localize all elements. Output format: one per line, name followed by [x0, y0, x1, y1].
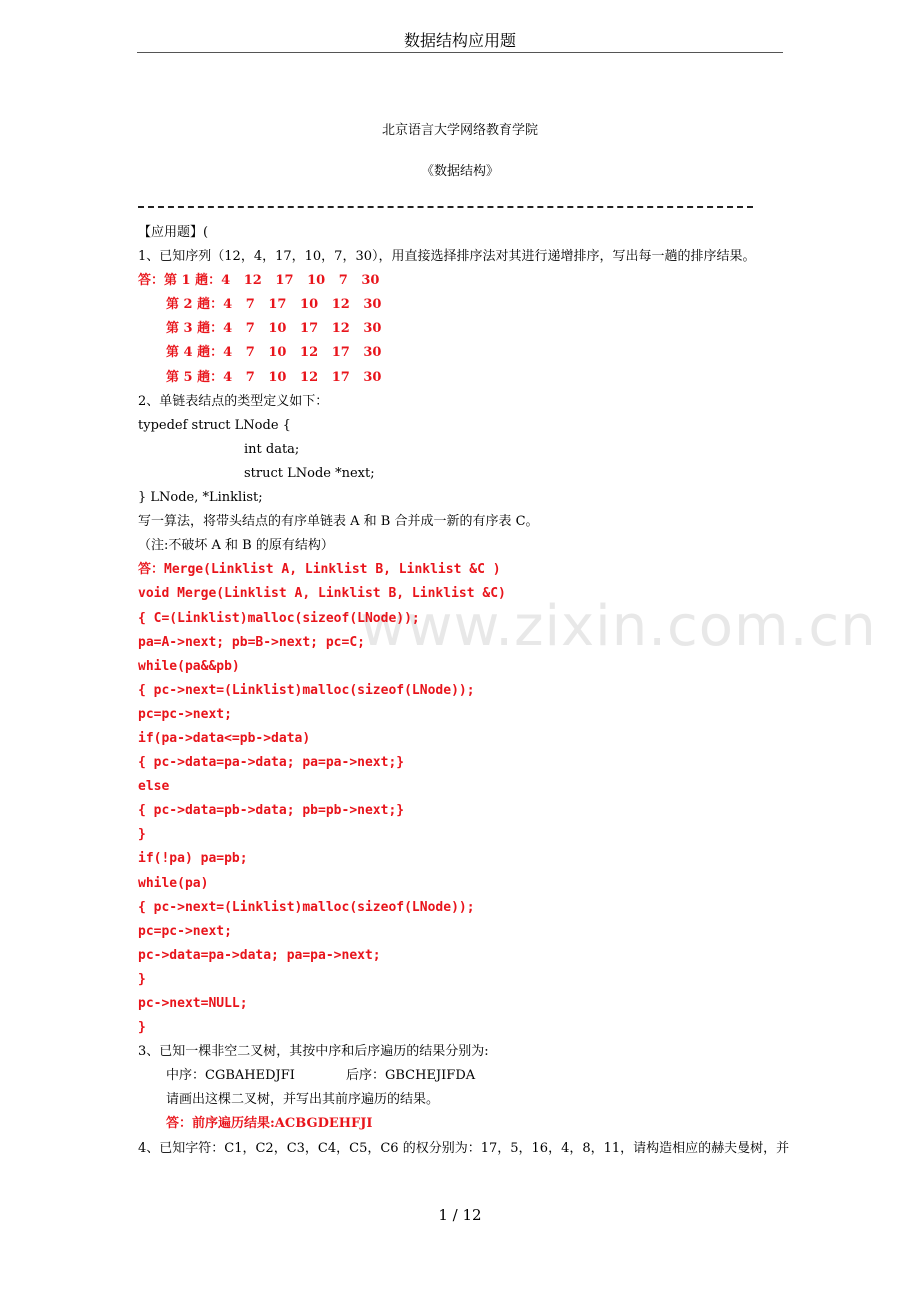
page-number: 1 / 12 [438, 1206, 482, 1224]
q3-answer: 答：前序遍历结果:ACBGDEHFJI [166, 1116, 373, 1132]
typedef-line: struct LNode *next; [244, 465, 375, 481]
school-name: 北京语言大学网络教育学院 [381, 123, 538, 138]
q2-task: 写一算法，将带头结点的有序单链表 A 和 B 合并成一新的有序表 C。 [138, 514, 539, 530]
header-rule [137, 52, 783, 53]
typedef-line: typedef struct LNode { [138, 417, 291, 433]
code-line: pc->data=pa->data; pa=pa->next; [138, 947, 381, 963]
code-line: pc=pc->next; [138, 923, 232, 939]
inorder-result: 中序：CGBAHEDJFI [166, 1068, 295, 1084]
page-header-title: 数据结构应用题 [403, 31, 516, 50]
answer-prefix: 答： [138, 273, 165, 289]
q1-answer-row [138, 366, 786, 390]
code-line: { pc->data=pb->data; pb=pb->next;} [138, 803, 405, 819]
q2-note: （注:不破坏 A 和 B 的原有结构） [138, 538, 334, 554]
document-body [138, 221, 790, 1161]
code-line: pc=pc->next; [138, 706, 232, 722]
q1-answer-row [138, 341, 786, 365]
q3-traversals [138, 1064, 786, 1088]
pass-values: 4 7 17 10 12 30 [223, 297, 382, 313]
code-line: } [138, 1020, 146, 1036]
q1-question: 1、已知序列（12，4，17，10，7，30），用直接选择排序法对其进行递增排序，写出每一趟的排序结果。 [138, 249, 756, 265]
pass-label: 第 2 趟： [166, 297, 224, 313]
q2-question: 2、单链表结点的类型定义如下： [138, 393, 329, 409]
q1-answer-row [138, 293, 786, 317]
q1-answer-row [138, 269, 786, 293]
pass-values: 4 7 10 12 17 30 [223, 345, 382, 361]
dashed-separator [138, 206, 753, 208]
pass-values: 4 7 10 12 17 30 [223, 369, 382, 385]
section-title: 【应用题】( [138, 225, 209, 240]
course-title: 《数据结构》 [420, 164, 499, 179]
postorder-result: 后序：GBCHEJIFDA [346, 1068, 476, 1084]
code-line: if(!pa) pa=pb; [138, 851, 248, 867]
code-line: if(pa->data<=pb->data) [138, 730, 311, 746]
code-line: void Merge(Linklist A, Linklist B, Linklist &C) [138, 586, 506, 602]
code-line: pa=A->next; pb=B->next; pc=C; [138, 634, 365, 650]
pass-values: 4 12 17 10 7 30 [221, 273, 380, 289]
code-line: pc->next=NULL; [138, 996, 248, 1011]
pass-label: 第 3 趟： [166, 321, 224, 337]
pass-label: 第 4 趟： [166, 345, 224, 361]
pass-label: 第 5 趟： [166, 369, 224, 385]
code-line: while(pa) [138, 875, 209, 891]
q3-task: 请画出这棵二叉树，并写出其前序遍历的结果。 [166, 1092, 440, 1108]
code-line: { pc->next=(Linklist)malloc(sizeof(LNode)); [138, 899, 475, 915]
q1-answer-row [138, 317, 786, 341]
code-line: } [138, 827, 146, 843]
code-line: 答：Merge(Linklist A, Linklist B, Linklist &C ) [138, 562, 501, 578]
code-line: { pc->data=pa->data; pa=pa->next;} [138, 755, 405, 771]
pass-values: 4 7 10 17 12 30 [223, 321, 382, 337]
code-line: { pc->next=(Linklist)malloc(sizeof(LNode)); [138, 682, 475, 698]
code-line: } [138, 971, 146, 987]
code-line: while(pa&&pb) [138, 658, 240, 674]
code-line: { C=(Linklist)malloc(sizeof(LNode)); [138, 610, 420, 626]
q4-question: 4、已知字符：C1，C2，C3，C4，C5，C6 的权分别为：17，5，16，4，8，11，请构造相应的赫夫曼树，并 [138, 1140, 790, 1156]
code-line: else [138, 779, 170, 795]
typedef-line: int data; [244, 441, 300, 457]
pass-label: 第 1 趟： [164, 273, 222, 289]
watermark: www.zixin.com.cn [360, 594, 877, 659]
typedef-line: } LNode, *Linklist; [138, 490, 263, 506]
q3-question: 3、已知一棵非空二叉树，其按中序和后序遍历的结果分别为: [138, 1044, 489, 1060]
